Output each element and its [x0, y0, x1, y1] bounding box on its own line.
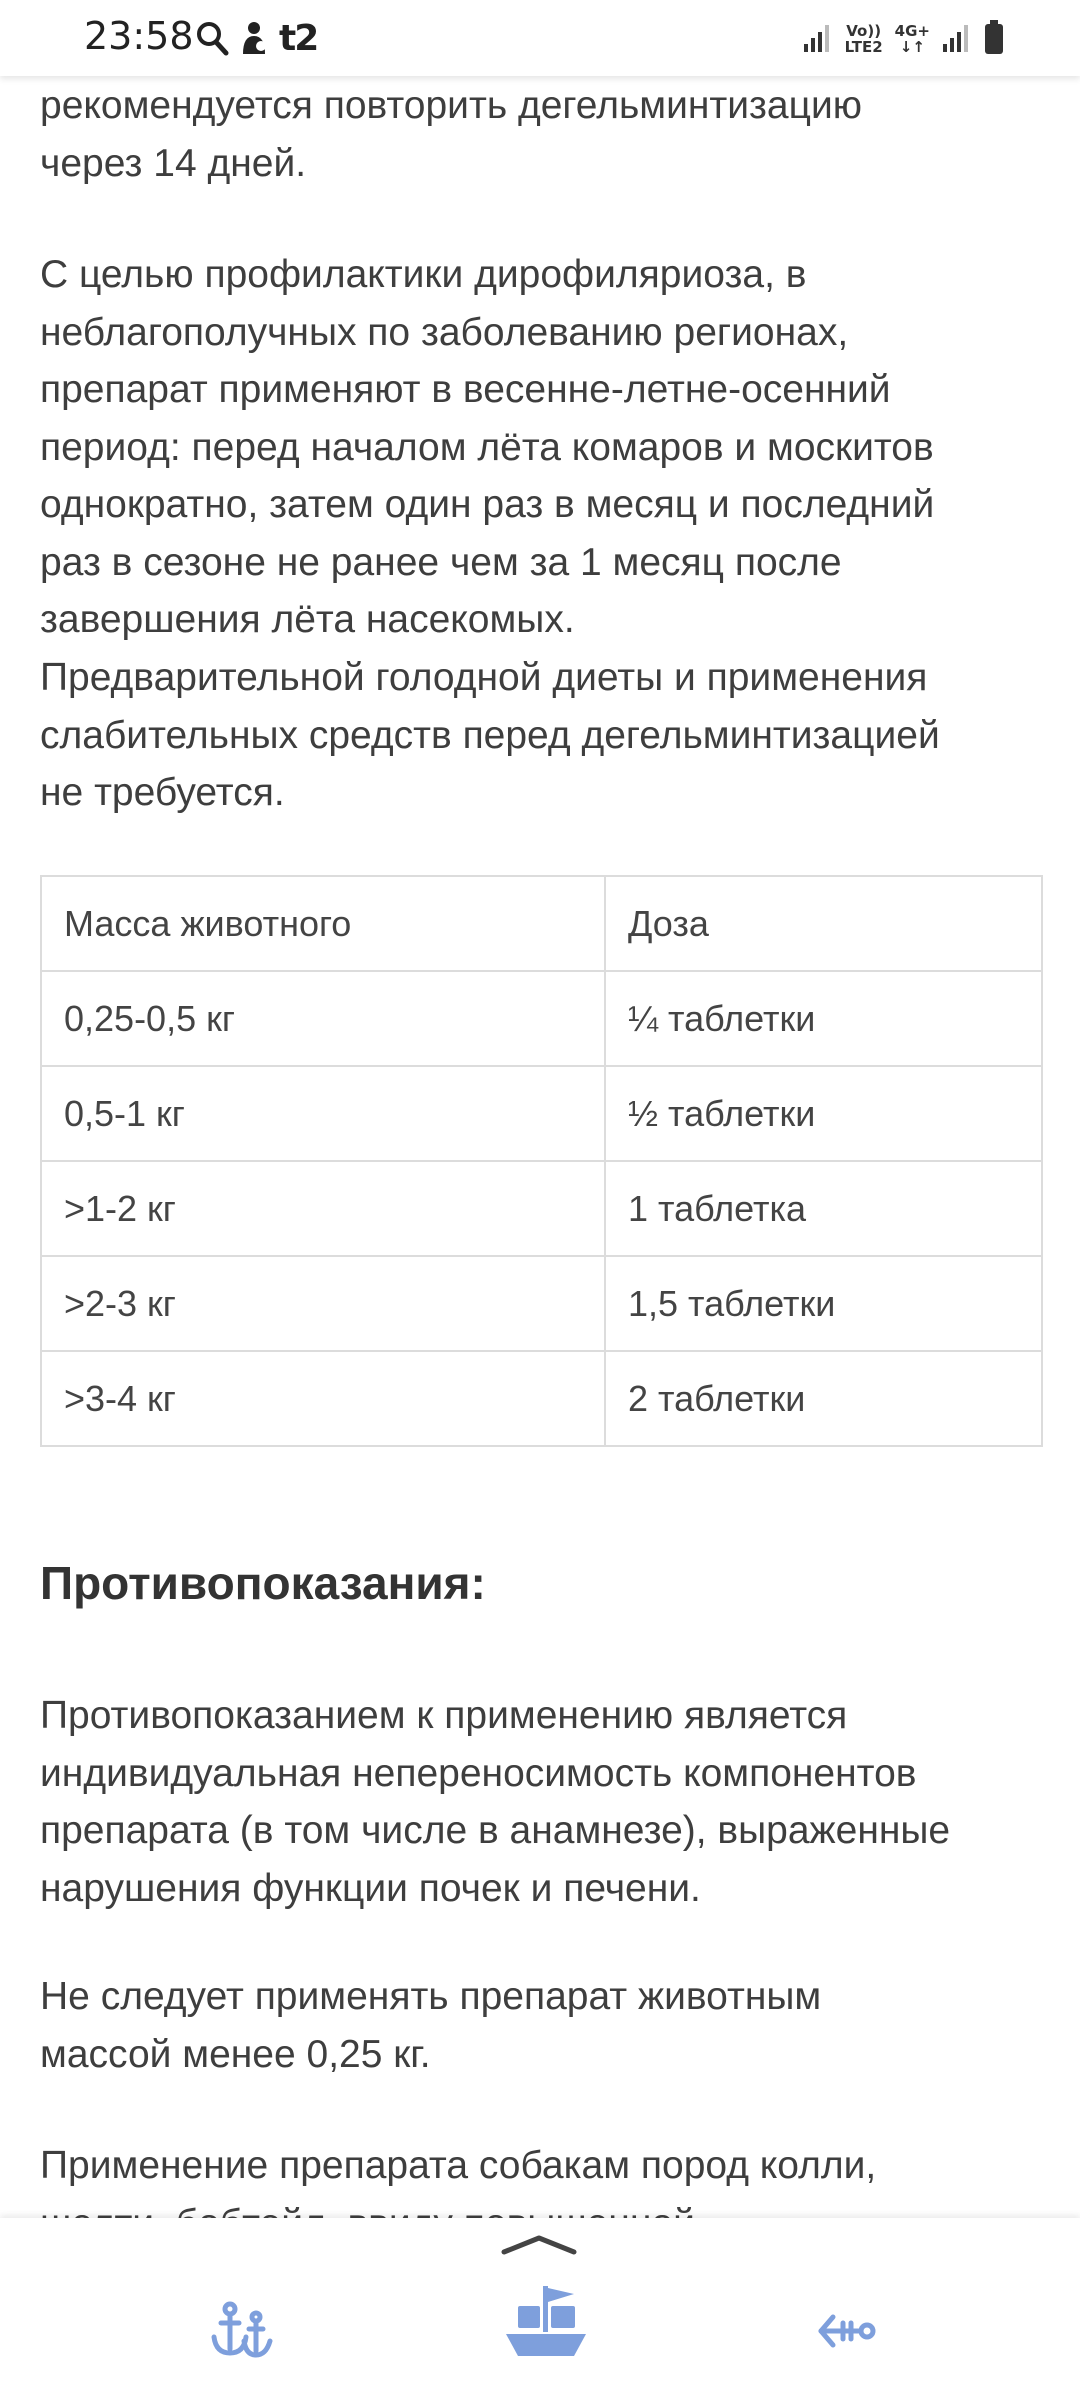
paragraph-diet: Предварительной голодной диеты и применения слабительных средств перед дегельминтизацией не требуется. [40, 656, 940, 814]
table-row [41, 1256, 1042, 1351]
volte-label [845, 23, 883, 55]
table-cell-dose: ¼ таблетки [605, 971, 1042, 1066]
status-time: 23:58 [84, 14, 194, 58]
table-row [41, 1066, 1042, 1161]
table-row [41, 971, 1042, 1066]
signal-icon-2 [942, 22, 972, 56]
dose-table [40, 875, 1043, 1447]
ship-icon [504, 2284, 588, 2369]
person-icon [239, 20, 269, 56]
table-cell-dose: ½ таблетки [605, 1066, 1042, 1161]
table-cell-mass: >2-3 кг [41, 1256, 605, 1351]
paragraph-contraindication-2: Не следует применять препарат животным массой менее 0,25 кг. [40, 1975, 822, 2076]
table-cell-dose: 1 таблетка [605, 1161, 1042, 1256]
network-type-label: 4G+ [894, 22, 930, 40]
status-left-icons [195, 16, 317, 60]
anchor-icon [208, 2299, 278, 2368]
table-header-row [41, 876, 1042, 971]
anchor-button[interactable] [198, 2288, 288, 2378]
table-header-mass: Масса животного [41, 876, 605, 971]
battery-icon [984, 20, 1004, 58]
table-row [41, 1161, 1042, 1256]
signal-icon [803, 22, 833, 56]
paragraph-contraindication-1: Противопоказанием к применению является индивидуальная непереносимость компонентов препарата (в том числе в анамнезе), выраженные нарушения функции почек и печени. [40, 1694, 951, 1910]
carrier-logo: t2 [279, 17, 318, 59]
table-cell-mass: >1-2 кг [41, 1161, 605, 1256]
data-arrows-icon: ↓↑ [899, 38, 925, 56]
table-cell-dose: 2 таблетки [605, 1351, 1042, 1446]
back-arrow-icon [817, 2311, 877, 2356]
status-bar [0, 0, 1080, 76]
back-button[interactable] [802, 2288, 892, 2378]
table-cell-mass: 0,25-0,5 кг [41, 971, 605, 1066]
table-row [41, 1351, 1042, 1446]
table-header-dose: Доза [605, 876, 1042, 971]
volte-label-top: Vo)) [846, 22, 882, 40]
status-right-icons [803, 18, 1004, 60]
table-cell-dose: 1,5 таблетки [605, 1256, 1042, 1351]
bottom-navigation [0, 2218, 1080, 2400]
volte-label-bottom: LTE2 [844, 38, 883, 56]
table-cell-mass: 0,5-1 кг [41, 1066, 605, 1161]
paragraph-repeat-deworming: рекомендуется повторить дегельминтизацию через 14 дней. [40, 84, 862, 185]
network-type [895, 23, 930, 55]
chevron-up-icon[interactable] [500, 2232, 578, 2261]
ship-button[interactable] [500, 2280, 592, 2372]
search-icon [195, 20, 229, 56]
paragraph-contraindication-3: Применение препарата собакам пород колли, [40, 2144, 877, 2187]
heading-contraindications: Противопоказания: [40, 1557, 486, 1609]
paragraph-prevention: С целью профилактики дирофиляриоза, в неблагополучных по заболеванию регионах, препарат применяют в весенне-летне-осенний период: перед началом лёта комаров и москитов однократно, затем один раз в месяц и последний раз в сезоне не ранее чем за 1 месяц после завершения лёта насекомых. [40, 253, 935, 641]
table-cell-mass: >3-4 кг [41, 1351, 605, 1446]
